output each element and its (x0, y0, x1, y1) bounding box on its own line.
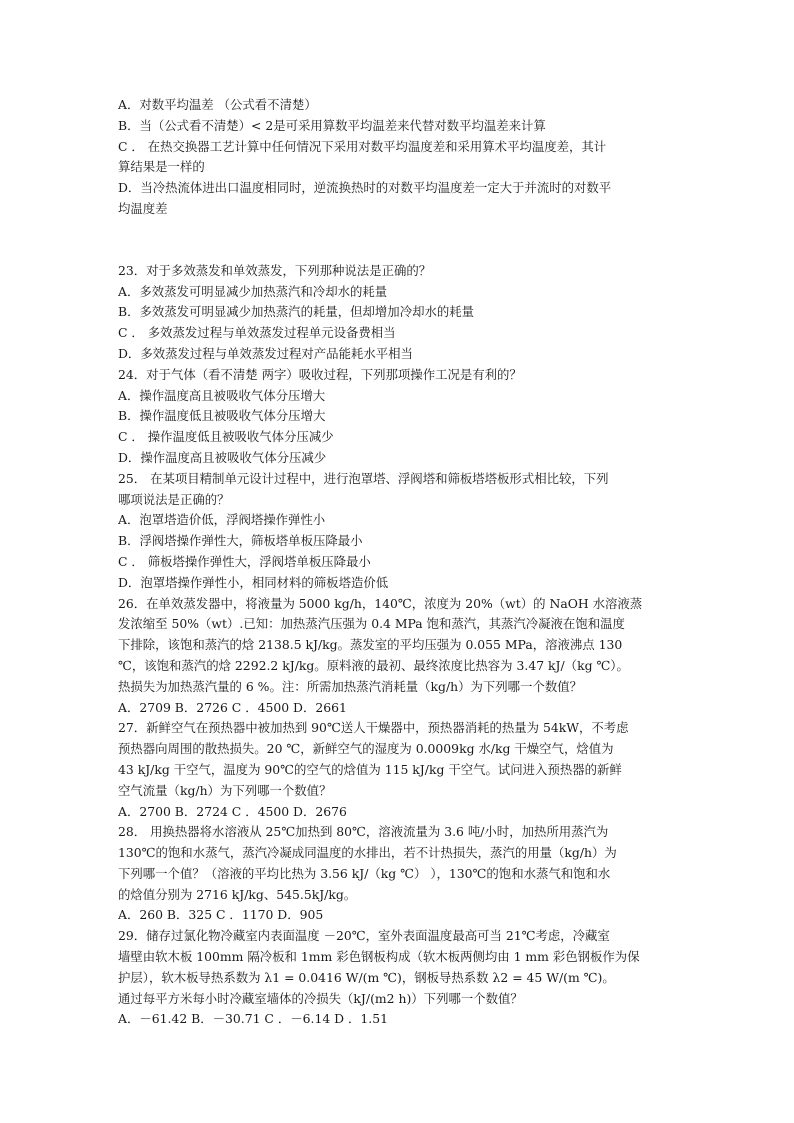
answer-options: A．－61.42 B．－30.71 C ．－6.14 D ．1.51 (118, 1011, 389, 1027)
option-a: A．泡罩塔造价低，浮阀塔操作弹性小 (118, 512, 326, 528)
option-d: D．当冷热流体进出口温度相同时，逆流换热时的对数平均温度差一定大于并流时的对数平 (118, 180, 612, 196)
option-a: A．操作温度高且被吸收气体分压增大 (118, 387, 326, 403)
question-text-cont: 130℃的饱和水蒸气，蒸汽冷凝成同温度的水排出，若不计热损失，蒸汽的用量（kg/h）为 (118, 845, 617, 861)
question-text: 28． 用换热器将水溶液从 25℃加热到 80℃，溶液流量为 3.6 吨/小时，加热所用蒸汽为 (118, 824, 609, 840)
question-text: 27．新鲜空气在预热器中被加热到 90℃送人干燥器中，预热器消耗的热量为 54kW，不考虑 (118, 720, 629, 736)
question-text: 24．对于气体（看不清楚 两字）吸收过程，下列那项操作工况是有利的？ (118, 366, 522, 382)
question-text-cont: 哪项说法是正确的？ (118, 491, 230, 507)
question-text-cont: 空气流量（kg/h）为下列哪一个数值？ (118, 782, 332, 798)
question-text: 25． 在某项目精制单元设计过程中，进行泡罩塔、浮阀塔和筛板塔塔板形式相比较，下列 (118, 470, 609, 486)
option-b: B．多效蒸发可明显减少加热蒸汽的耗量，但却增加冷却水的耗量 (118, 304, 475, 320)
question-text-cont: 预热器向周围的散热损失。20 ℃，新鲜空气的湿度为 0.0009kg 水/kg 干燥空气，焓值为 (118, 741, 614, 757)
option-d: D．操作温度高且被吸收气体分压减少 (118, 449, 327, 465)
option-c: C ． 在热交换器工艺计算中任何情况下采用对数平均温度差和采用算术平均温度差，其计 (118, 138, 607, 154)
intro-options (118, 95, 688, 220)
question-23 (118, 261, 688, 365)
question-29 (118, 926, 688, 1030)
question-text: 26．在单效蒸发器中，将液量为 5000 kg/h，140℃，浓度为 20%（wt）的 NaOH 水溶液蒸 (118, 595, 643, 611)
option-c: C ． 多效蒸发过程与单效蒸发过程单元设备费相当 (118, 325, 396, 341)
question-text-cont: 下排除，该饱和蒸汽的焓 2138.5 kJ/kg。蒸发室的平均压强为 0.055 MPa，溶液沸点 130 (118, 637, 623, 653)
option-b: B．当（公式看不清楚）< 2是可采用算数平均温差来代替对数平均温差来计算 (118, 117, 546, 133)
question-text-cont: 发浓缩至 50%（wt）.已知：加热蒸汽压强为 0.4 MPa 饱和蒸汽，其蒸汽冷凝液在饱和温度 (118, 616, 625, 632)
answer-options: A．2700 B．2724 C ．4500 D．2676 (118, 803, 347, 819)
option-d: D．多效蒸发过程与单效蒸发过程对产品能耗水平相当 (118, 345, 413, 361)
question-28 (118, 822, 688, 926)
question-text-cont: 热损失为加热蒸汽量的 6 %。注：所需加热蒸汽消耗量（kg/h）为下列哪一个数值？ (118, 678, 583, 694)
option-a: A．多效蒸发可明显减少加热蒸汽和冷却水的耗量 (118, 283, 388, 299)
question-24 (118, 365, 688, 469)
option-b: B．浮阀塔操作弹性大，筛板塔单板压降最小 (118, 533, 363, 549)
document-page (118, 95, 688, 1030)
option-c-cont: 算结果是一样的 (118, 159, 205, 175)
question-text-cont: 护层），软木板导热系数为 λ1 = 0.0416 W/(m ℃)，钢板导热系数 λ2 = 45 W/(m ℃)。 (118, 969, 615, 985)
question-text-cont: 的焓值分别为 2716 kJ/kg、545.5kJ/kg。 (118, 886, 357, 902)
option-c: C ． 操作温度低且被吸收气体分压减少 (118, 429, 334, 445)
option-c: C ． 筛板塔操作弹性大，浮阀塔单板压降最小 (118, 553, 371, 569)
question-26 (118, 594, 688, 719)
option-d: D．泡罩塔操作弹性小，相同材料的筛板塔造价低 (118, 574, 389, 590)
answer-options: A．260 B．325 C ．1170 D．905 (118, 907, 324, 923)
question-text-cont: 通过每平方米每小时冷藏室墙体的冷损失（kJ/(m2 h)）下列哪一个数值？ (118, 990, 523, 1006)
question-text-cont: 43 kJ/kg 干空气，温度为 90℃的空气的焓值为 115 kJ/kg 干空气。试问进入预热器的新鲜 (118, 761, 622, 777)
option-a: A．对数平均温差 （公式看不清楚） (118, 97, 317, 112)
question-text-cont: ℃，该饱和蒸汽的焓 2292.2 kJ/kg。原料液的最初、最终浓度比热容为 3.47 kJ/（kg ℃）。 (118, 657, 629, 673)
option-d-cont: 均温度差 (118, 200, 168, 216)
question-text: 29．储存过氯化物冷藏室内表面温度 －20℃，室外表面温度最高可当 21℃考虑，冷藏室 (118, 928, 610, 944)
answer-options: A．2709 B．2726 C ．4500 D．2661 (118, 699, 347, 715)
option-b: B．操作温度低且被吸收气体分压增大 (118, 408, 326, 424)
question-text: 23．对于多效蒸发和单效蒸发，下列那种说法是正确的？ (118, 262, 432, 278)
question-text-cont: 墙壁由软木板 100mm 隔冷板和 1mm 彩色钢板构成（软木板两侧均由 1 mm 彩色钢板作为保 (118, 949, 640, 965)
question-text-cont: 下列哪一个值？（溶液的平均比热为 3.56 kJ/（kg ℃） ），130℃的饱和水蒸气和饱和水 (118, 865, 611, 881)
question-25 (118, 469, 688, 594)
question-27 (118, 718, 688, 822)
